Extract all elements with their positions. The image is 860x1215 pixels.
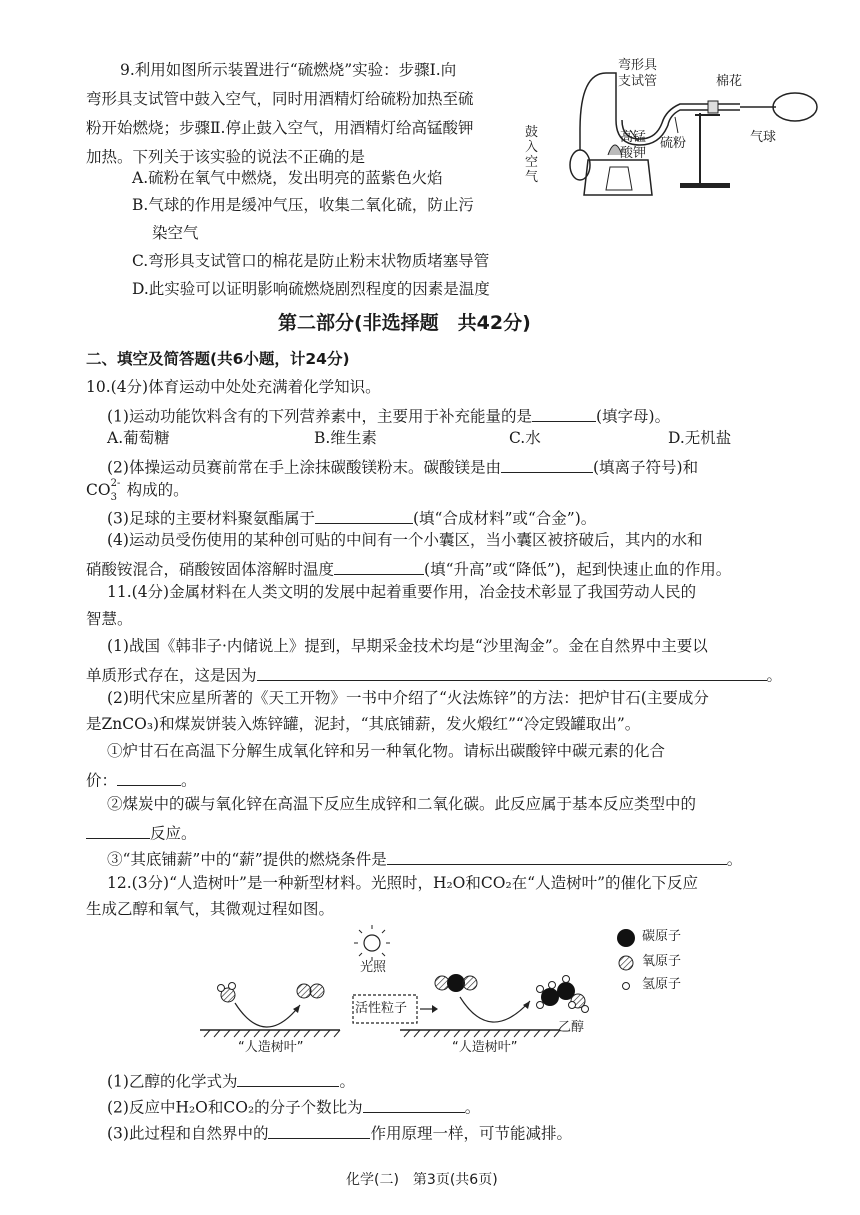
q10-option-a: A.葡萄糖: [107, 429, 170, 447]
q10-option-b: B.维生素: [314, 429, 377, 447]
q10-stem: 10.(4分)体育运动中处处充满着化学知识。: [86, 378, 381, 396]
answer-blank[interactable]: [532, 405, 596, 422]
q11-part-2: (2)明代宋应星所著的《天工开物》一书中介绍了“火法炼锌”的方法：把炉甘石(主要成分: [107, 689, 709, 707]
q10-part-2: (2)体操运动员赛前常在手上涂抹碳酸镁粉末。碳酸镁是由 (填离子符号)和: [107, 456, 698, 477]
q12-part-3: (3)此过程和自然界中的 作用原理一样，可节能减排。: [107, 1122, 572, 1143]
answer-blank[interactable]: [363, 1096, 465, 1113]
label-kmno4-2: 酸钾: [620, 146, 647, 161]
answer-blank[interactable]: [117, 769, 181, 786]
q11-stem-line-2: 智慧。: [86, 610, 133, 628]
label-cotton: 棉花: [716, 74, 743, 89]
q11-sub-2: ②煤炭中的碳与氧化锌在高温下反应生成锌和二氧化碳。此反应属于基本反应类型中的: [107, 795, 697, 813]
label-sulfur: 硫粉: [660, 136, 687, 151]
legend-hydrogen: 氢原子: [642, 977, 682, 992]
label-tube-1: 弯形具: [618, 58, 658, 73]
q9-option-a: A.硫粉在氧气中燃烧，发出明亮的蓝紫色火焰: [132, 169, 443, 187]
answer-blank[interactable]: [315, 507, 413, 524]
q10-part-3: (3)足球的主要材料聚氨酯属于 (填“合成材料”或“合金”)。: [107, 507, 596, 528]
q12-micro-process-figure: [180, 925, 680, 1065]
answer-blank[interactable]: [257, 664, 767, 681]
q10-option-c: C.水: [509, 429, 541, 447]
legend-oxygen: 氧原子: [642, 954, 682, 969]
label-tube-2: 支试管: [618, 74, 658, 89]
q10-part-2-cont: CO 2- 3 构成的。: [86, 478, 189, 503]
q10-part-4-cont: 硝酸铵混合，硝酸铵固体溶解时温度 (填“升高”或“降低”)，起到快速止血的作用。: [86, 558, 731, 579]
q11-sub-2-cont: 反应。: [86, 822, 197, 843]
q9-option-b: B.气球的作用是缓冲气压，收集二氧化硫，防止污: [132, 196, 474, 214]
q10-part-1: (1)运动功能饮料含有的下列营养素中，主要用于补充能量的是 (填字母)。: [107, 405, 670, 426]
label-ethanol: 乙醇: [558, 1020, 585, 1035]
label-balloon: 气球: [750, 130, 777, 145]
q11-sub-1-cont: 价： 。: [86, 769, 197, 790]
q12-part-1: (1)乙醇的化学式为 。: [107, 1070, 355, 1091]
q9-apparatus-figure: [520, 55, 820, 215]
page-footer: 化学(二) 第3页(共6页): [346, 1172, 498, 1188]
label-leaf-1: “人造树叶”: [238, 1040, 304, 1055]
part-2-heading: 二、填空及简答题(共6小题，计24分): [86, 350, 350, 368]
q12-part-2: (2)反应中H₂O和CO₂的分子个数比为 。: [107, 1096, 480, 1117]
answer-blank[interactable]: [387, 848, 727, 865]
q11-part-1-cont: 单质形式存在，这是因为 。: [86, 664, 782, 685]
q11-part-1: (1)战国《韩非子·内储说上》提到，早期采金技术均是“沙里淘金”。金在自然界中主要以: [107, 637, 708, 655]
q11-sub-1: ①炉甘石在高温下分解生成氧化锌和另一种氧化物。请标出碳酸锌中碳元素的化合: [107, 742, 666, 760]
q12-stem-line-2: 生成乙醇和氧气，其微观过程如图。: [86, 900, 335, 918]
q11-part-2-cont: 是ZnCO₃)和煤炭饼装入炼锌罐，泥封，“其底铺薪，发火煅红”“冷定毁罐取出”。: [86, 715, 641, 733]
label-air-vertical: 鼓入空气: [524, 125, 538, 185]
label-leaf-2: “人造树叶”: [452, 1040, 518, 1055]
q11-sub-3: ③“其底铺薪”中的“薪”提供的燃烧条件是 。: [107, 848, 742, 869]
answer-blank[interactable]: [86, 822, 150, 839]
q9-stem-line-2: 弯形具支试管中鼓入空气，同时用酒精灯给硫粉加热至硫: [86, 90, 474, 108]
q11-stem-line-1: 11.(4分)金属材料在人类文明的发展中起着重要作用，冶金技术彰显了我国劳动人民的: [107, 583, 697, 601]
answer-blank[interactable]: [334, 558, 424, 575]
q12-stem-line-1: 12.(3分)“人造树叶”是一种新型材料。光照时，H₂O和CO₂在“人造树叶”的催化下反应: [107, 874, 699, 892]
q9-stem-line-3: 粉开始燃烧；步骤Ⅱ.停止鼓入空气，用酒精灯给高锰酸钾: [86, 119, 474, 137]
q10-option-d: D.无机盐: [668, 429, 732, 447]
part-2-title: 第二部分(非选择题 共42分): [278, 312, 531, 334]
answer-blank[interactable]: [237, 1070, 339, 1087]
q9-stem-line-4: 加热。下列关于该实验的说法不正确的是: [86, 148, 366, 166]
q10-part-4: (4)运动员受伤使用的某种创可贴的中间有一个小囊区，当小囊区被挤破后，其内的水和: [107, 531, 703, 549]
label-light: 光照: [360, 960, 387, 975]
q9-option-b-cont: 染空气: [152, 224, 199, 242]
q9-option-c: C.弯形具支试管口的棉花是防止粉末状物质堵塞导管: [132, 252, 490, 270]
legend-carbon: 碳原子: [642, 929, 682, 944]
label-kmno4-1: 高锰: [620, 130, 647, 145]
answer-blank[interactable]: [501, 456, 593, 473]
q9-stem-line-1: 9.利用如图所示装置进行“硫燃烧”实验：步骤Ⅰ.向: [120, 61, 457, 79]
q9-option-d: D.此实验可以证明影响硫燃烧剧烈程度的因素是温度: [132, 280, 490, 298]
label-active-particle: 活性粒子: [355, 1001, 408, 1016]
answer-blank[interactable]: [268, 1122, 370, 1139]
